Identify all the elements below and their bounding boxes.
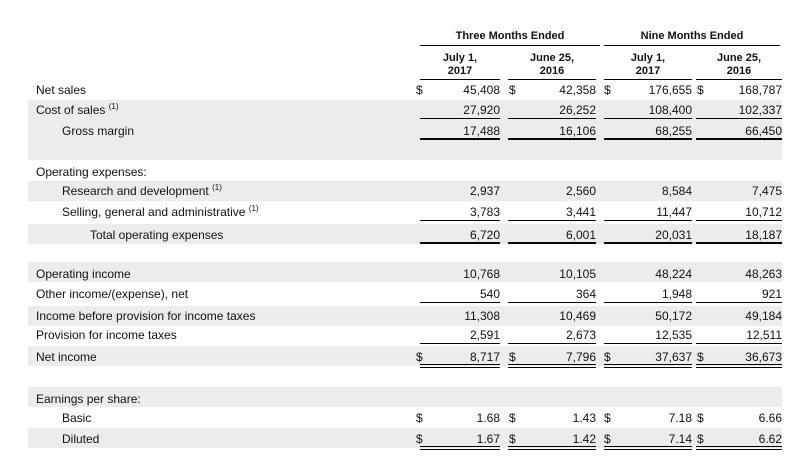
cell-value: 45,408	[463, 83, 500, 97]
total-rule	[508, 138, 596, 140]
table-row	[0, 306, 800, 326]
total-rule	[420, 302, 500, 303]
total-rule	[696, 449, 782, 450]
header-rule	[604, 45, 780, 46]
row-label: Operating income	[36, 267, 131, 281]
table-row	[0, 429, 800, 449]
cell-value: 50,172	[655, 309, 692, 323]
currency-symbol: $	[509, 83, 516, 97]
cell-value: 26,252	[559, 103, 596, 117]
total-rule	[420, 364, 500, 365]
cell-value: 20,031	[655, 228, 692, 242]
currency-symbol: $	[416, 411, 423, 425]
cell-value: 10,469	[559, 309, 596, 323]
row-label: Net income	[36, 350, 97, 364]
cell-value: 6.62	[758, 432, 782, 446]
cell-value: 11,308	[464, 309, 500, 323]
column-header: June 25, 2016	[529, 52, 575, 77]
row-label: Provision for income taxes	[36, 328, 177, 342]
cell-value: 2,560	[565, 184, 596, 198]
total-rule	[696, 118, 782, 119]
currency-symbol: $	[416, 350, 423, 364]
column-header: June 25, 2016	[716, 52, 762, 77]
column-header: July 1, 2017	[630, 52, 666, 77]
currency-symbol: $	[604, 432, 611, 446]
cell-value: 7,796	[565, 350, 596, 364]
total-rule	[508, 446, 596, 447]
cell-value: 921	[761, 287, 782, 301]
header-three-months: Three Months Ended	[455, 30, 565, 42]
total-rule	[420, 118, 500, 119]
table-row	[0, 389, 800, 409]
total-rule	[508, 449, 596, 450]
total-rule	[696, 364, 782, 365]
total-rule	[604, 138, 692, 140]
total-rule	[508, 367, 596, 368]
cell-value: 540	[479, 287, 500, 301]
cell-value: 42,358	[559, 83, 596, 97]
total-rule	[420, 367, 500, 368]
total-rule	[508, 220, 596, 221]
row-label: Total operating expenses	[90, 228, 224, 242]
cell-value: 12,511	[746, 328, 782, 342]
currency-symbol: $	[697, 432, 704, 446]
cell-value: 36,673	[745, 350, 782, 364]
currency-symbol: $	[604, 83, 611, 97]
row-label: Gross margin	[62, 124, 135, 138]
cell-value: 7.18	[668, 411, 692, 425]
row-label: Selling, general and administrative $^{(1)}$	[62, 204, 259, 219]
row-label: Net sales	[36, 83, 87, 97]
total-rule	[420, 449, 500, 450]
cell-value: 2,937	[469, 184, 500, 198]
table-row	[0, 100, 800, 120]
total-rule	[604, 343, 692, 344]
table-row	[0, 80, 800, 100]
cell-value: 16,106	[559, 124, 596, 138]
cell-value: 2,591	[469, 328, 500, 342]
cell-value: 12,535	[655, 328, 692, 342]
total-rule	[604, 367, 692, 368]
row-label: Income before provision for income taxes	[36, 309, 256, 323]
header-rule	[420, 45, 600, 46]
total-rule	[420, 242, 500, 244]
cell-value: 48,224	[655, 267, 692, 281]
cell-value: 1,948	[661, 287, 692, 301]
cell-value: 1.67	[476, 432, 500, 446]
currency-symbol: $	[509, 411, 516, 425]
table-row	[0, 325, 800, 345]
cell-value: 7.14	[668, 432, 692, 446]
table-row	[0, 408, 800, 428]
currency-symbol: $	[509, 350, 516, 364]
total-rule	[696, 367, 782, 368]
total-rule	[508, 343, 596, 344]
total-rule	[604, 364, 692, 365]
total-rule	[604, 446, 692, 447]
cell-value: 3,783	[469, 205, 500, 219]
footnote-marker: (1)	[248, 204, 259, 213]
cell-value: 364	[575, 287, 596, 301]
row-label: Basic	[62, 411, 92, 425]
total-rule	[508, 302, 596, 303]
cell-value: 8,717	[469, 350, 500, 364]
row-label: Cost of sales $^{(1)}$	[36, 102, 119, 117]
row-label: Earnings per share:	[36, 392, 141, 406]
cell-value: 1.43	[572, 411, 596, 425]
table-row	[0, 162, 800, 182]
cell-value: 6,720	[469, 228, 500, 242]
row-label: Diluted	[62, 432, 100, 446]
currency-symbol: $	[697, 350, 704, 364]
cell-value: 1.42	[572, 432, 596, 446]
total-rule	[696, 446, 782, 447]
cell-value: 66,450	[745, 124, 782, 138]
currency-symbol: $	[697, 83, 704, 97]
row-label: Other income/(expense), net	[36, 287, 189, 301]
cell-value: 17,488	[463, 124, 500, 138]
total-rule	[696, 138, 782, 140]
total-rule	[420, 446, 500, 447]
total-rule	[604, 220, 692, 221]
currency-symbol: $	[604, 350, 611, 364]
total-rule	[420, 343, 500, 344]
total-rule	[508, 118, 596, 119]
currency-symbol: $	[416, 432, 423, 446]
row-label: Operating expenses:	[36, 165, 147, 179]
total-rule	[604, 118, 692, 119]
cell-value: 68,255	[655, 124, 692, 138]
cell-value: 18,187	[745, 228, 782, 242]
total-rule	[508, 364, 596, 365]
total-rule	[696, 302, 782, 303]
table-row	[0, 347, 800, 367]
total-rule	[604, 302, 692, 303]
cell-value: 10,712	[745, 205, 782, 219]
total-rule	[696, 343, 782, 344]
cell-value: 6.66	[758, 411, 782, 425]
cell-value: 37,637	[655, 350, 692, 364]
table-row	[0, 225, 800, 245]
cell-value: 8,584	[661, 184, 692, 198]
cell-value: 168,787	[738, 83, 782, 97]
currency-symbol: $	[697, 411, 704, 425]
table-row	[0, 264, 800, 284]
total-rule	[604, 242, 692, 244]
table-row	[0, 284, 800, 304]
total-rule	[696, 242, 782, 244]
cell-value: 27,920	[463, 103, 500, 117]
total-rule	[696, 220, 782, 221]
currency-symbol: $	[509, 432, 516, 446]
total-rule	[604, 449, 692, 450]
table-row	[0, 202, 800, 222]
row-label: Research and development $^{(1)}$	[62, 183, 222, 198]
currency-symbol: $	[604, 411, 611, 425]
cell-value: 49,184	[745, 309, 782, 323]
footnote-marker: (1)	[212, 183, 222, 192]
cell-value: 48,263	[745, 267, 782, 281]
cell-value: 10,105	[559, 267, 596, 281]
footnote-marker: (1)	[108, 102, 119, 111]
table-row	[0, 181, 800, 201]
column-header: July 1, 2017	[442, 52, 478, 77]
table-row	[0, 121, 800, 141]
cell-value: 2,673	[565, 328, 596, 342]
header-nine-months: Nine Months Ended	[640, 30, 744, 42]
cell-value: 176,655	[648, 83, 692, 97]
cell-value: 11,447	[656, 205, 692, 219]
cell-value: 108,400	[648, 103, 692, 117]
cell-value: 10,768	[463, 267, 500, 281]
currency-symbol: $	[416, 83, 423, 97]
total-rule	[420, 220, 500, 221]
row-band	[28, 140, 782, 160]
cell-value: 7,475	[751, 184, 782, 198]
cell-value: 102,337	[738, 103, 782, 117]
cell-value: 3,441	[565, 205, 596, 219]
cell-value: 6,001	[565, 228, 596, 242]
total-rule	[508, 242, 596, 244]
cell-value: 1.68	[476, 411, 500, 425]
total-rule	[420, 138, 500, 140]
